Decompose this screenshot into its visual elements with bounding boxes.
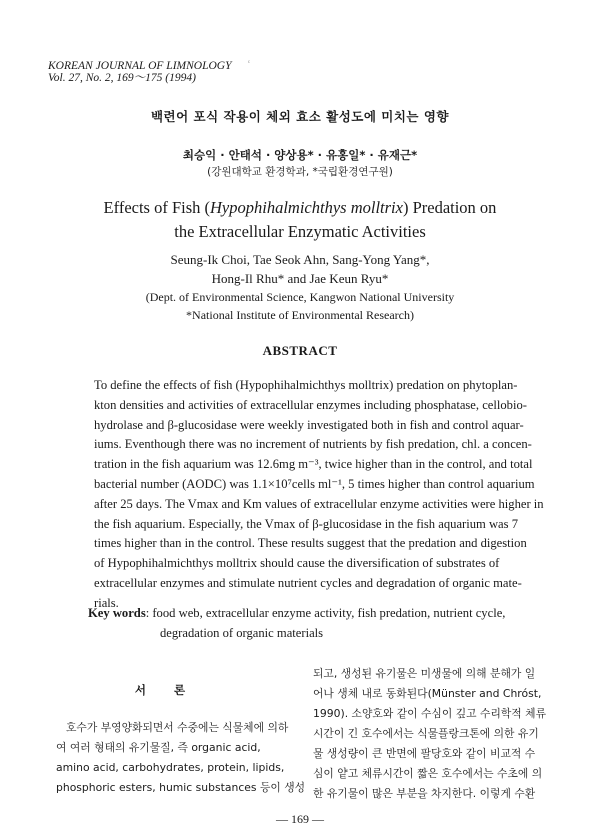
abstract-line: the fish aquarium. Especially, the Vmax of β-glucosidase in the fish aquarium was 7 [94,516,518,531]
intro-left-column [56,680,306,798]
english-affiliation [0,289,600,324]
abstract-line: kton densities and activities of extracellular enzymes including phosphatase, cellobio- [94,397,527,412]
intro-line: 어나 생체 내로 동화된다(Münster and Chróst, [313,687,542,700]
abstract-body [88,376,544,614]
title-part: Effects of Fish ( [103,198,211,217]
english-title-line-2: the Extracellular Enzymatic Activities [174,222,426,241]
keywords [88,604,548,644]
authors-line-1: Seung-Ik Choi, Tae Seok Ahn, Sang-Yong Yang*, [170,252,430,267]
intro-line: 여 여러 형태의 유기물질, 즉 organic acid, [56,741,261,754]
intro-line: 물 생성량이 큰 반면에 팔당호와 같이 비교적 수 [313,747,536,760]
korean-title: 백련어 포식 작용이 체외 효소 활성도에 미치는 영향 [150,109,450,124]
abstract-heading: ABSTRACT [262,343,338,358]
abstract-line: hydrolase and β-glucosidase were weekly investigated both in fish and control aquar- [94,417,524,432]
abstract-line: times higher than in the control. These results suggest that the predation and digestion [94,536,527,551]
abstract-line: extracellular enzymes and stimulate nutrient cycles and degradation of organic mate- [94,575,522,590]
intro-paragraph [56,718,306,798]
korean-authors: 최승익 · 안태석 · 양상용* · 유홍일* · 유재근* [182,148,418,162]
journal-header [48,60,231,84]
abstract-line: bacterial number (AODC) was 1.1×10⁷cells ml⁻¹, 5 times higher than control aquarium [94,476,535,491]
scan-mark: ᶜ [248,58,251,67]
authors-line-2: Hong-Il Rhu* and Jae Keun Ryu* [211,271,389,286]
species-name: Hypophihalmichthys molltrix [210,198,403,217]
keywords-label: Key words [88,606,146,620]
keywords-line-1: : food web, extracellular enzyme activity, fish predation, nutrient cycle, [145,606,506,620]
page-number: — 169 — [276,812,324,826]
abstract-line: iums. Eventhough there was no increment of nutrients by fish predation, chl. a concen- [94,437,532,452]
english-title-line-1 [0,196,600,220]
intro-line: 1990). 소양호와 같이 수심이 깊고 수리학적 체류 [313,707,547,720]
english-authors [0,250,600,288]
abstract-line: To define the effects of fish (Hypophihalmichthys molltrix) predation on phytoplan- [94,378,518,392]
korean-affiliation: (강원대학교 환경학과, *국립환경연구원) [207,166,393,178]
abstract-line: of Hypophihalmichthys molltrix should cause the diversification of substrates of [94,556,500,571]
affiliation-line-1: (Dept. of Environmental Science, Kangwon National University [145,290,455,304]
intro-line: 심이 얕고 체류시간이 짧은 호수에서는 수초에 의 [313,767,543,780]
intro-line: 시간이 긴 호수에서는 식물플랑크톤에 의한 유기 [313,727,539,740]
intro-right-column [313,664,557,804]
intro-paragraph-continued [313,664,557,804]
intro-line: phosphoric esters, humic substances 등이 생성 [56,781,306,794]
intro-line: 한 유기물이 많은 부분을 차지한다. 이렇게 수환 [313,787,536,800]
abstract-line: rials. [94,595,119,610]
intro-line: 호수가 부영양화되면서 수중에는 식물체에 의하 [66,721,289,734]
intro-line: amino acid, carbohydrates, protein, lipids, [56,761,285,774]
english-title [0,196,600,244]
abstract-line: after 25 days. The Vmax and Km values of extracellular enzyme activities were higher in [94,496,544,511]
affiliation-line-2: *National Institute of Environmental Research) [186,307,414,322]
abstract-line: tration in the fish aquarium was 12.6mg m⁻³, twice higher than in the control, and total [94,457,533,472]
journal-name: KOREAN JOURNAL OF LIMNOLOGY [48,60,232,72]
title-part: ) Predation on [402,198,497,217]
keywords-line-2: degradation of organic materials [160,625,324,640]
intro-heading: 서론 [134,683,214,697]
intro-line: 되고, 생성된 유기물은 미생물에 의해 분해가 일 [313,667,536,680]
journal-volume: Vol. 27, No. 2, 169～175 (1994) [48,72,196,84]
